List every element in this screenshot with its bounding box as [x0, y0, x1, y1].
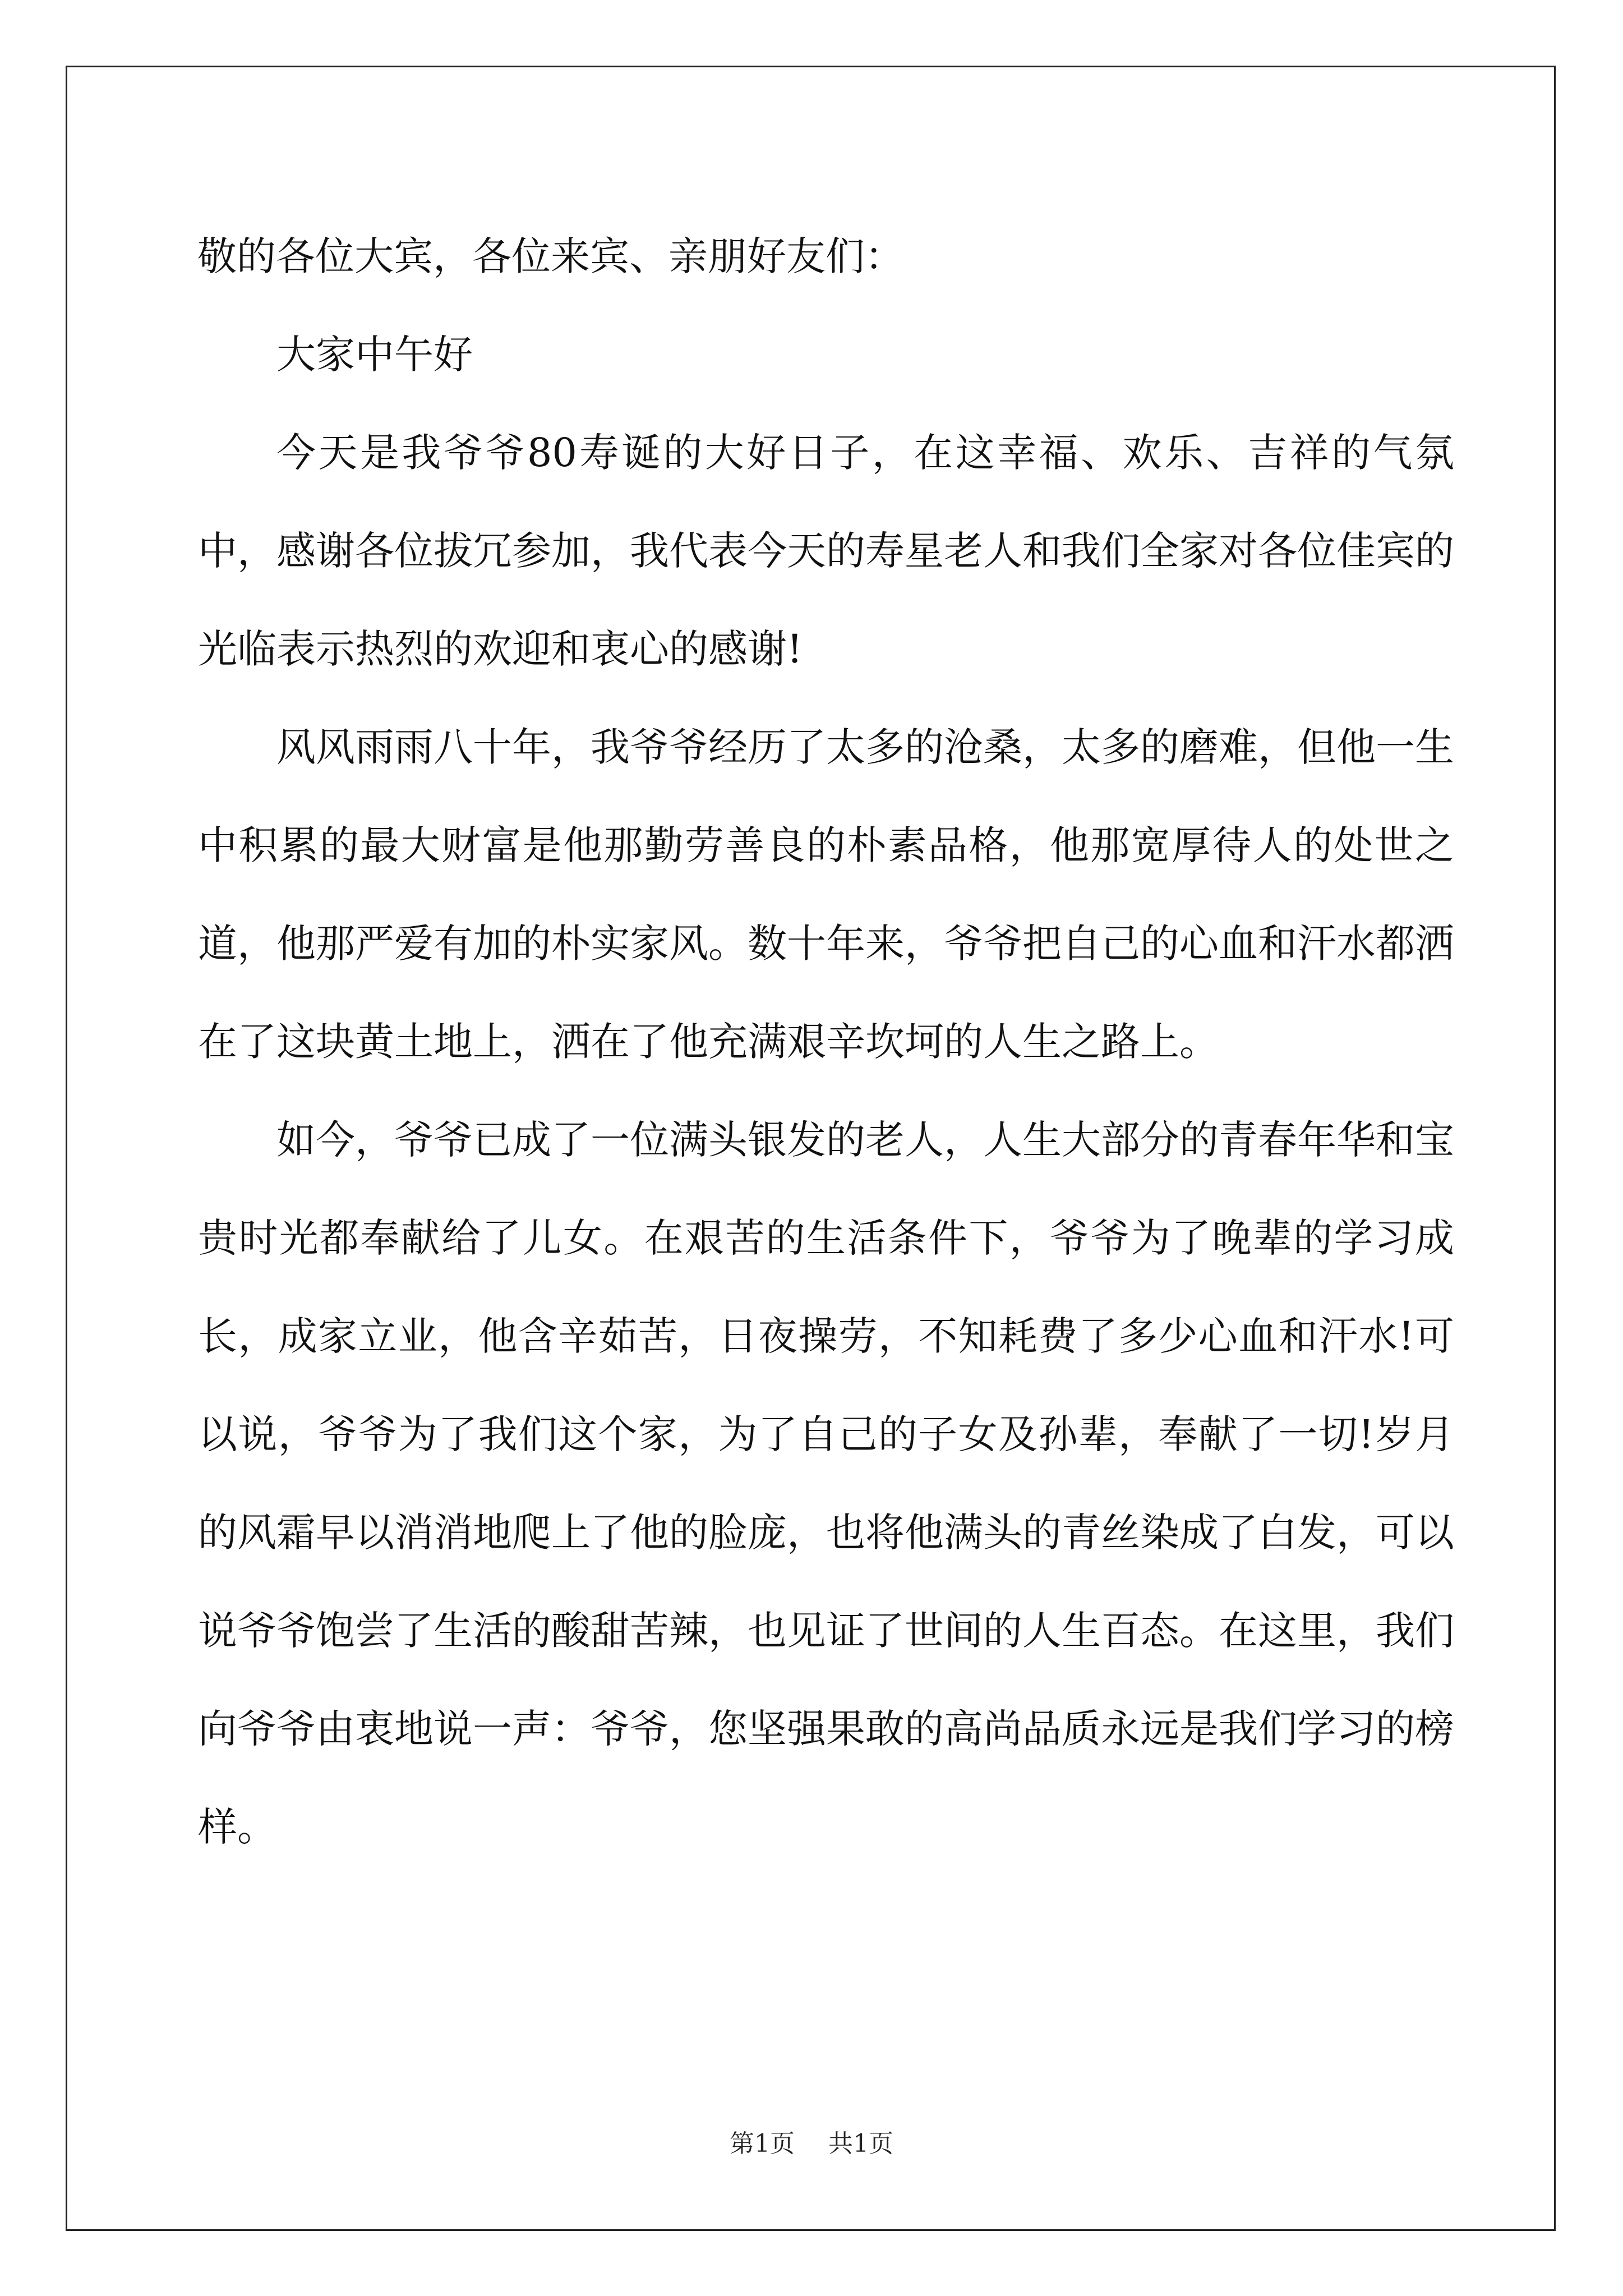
- body-paragraph-2: 风风雨雨八十年，我爷爷经历了太多的沧桑，太多的磨难，但他一生中积累的最大财富是他那勤劳善良的朴素品格，他那宽厚待人的处世之道，他那严爱有加的朴实家风。数十年来，爷爷把自己的心血和汗水都洒在了这块黄土地上，洒在了他充满艰辛坎坷的人生之路上。: [198, 724, 1454, 1065]
- body-paragraph-1: 今天是我爷爷80寿诞的大好日子，在这幸福、欢乐、吉祥的气氛中，感谢各位拔冗参加，我代表今天的寿星老人和我们全家对各位佳宾的光临表示热烈的欢迎和衷心的感谢!: [198, 430, 1454, 672]
- page-footer: [0, 2127, 1623, 2161]
- page-number-total: 共1页: [828, 2129, 893, 2158]
- greeting-paragraph: 大家中午好: [276, 332, 473, 378]
- salutation-line: 敬的各位大宾，各位来宾、亲朋好友们：: [197, 233, 904, 279]
- body-paragraph-3: 如今，爷爷已成了一位满头银发的老人，人生大部分的青春年华和宝贵时光都奉献给了儿女。在艰苦的生活条件下，爷爷为了晚辈的学习成长，成家立业，他含辛茹苦，日夜操劳，不知耗费了多少心血和汗水!可以说，爷爷为了我们这个家，为了自己的子女及孙辈，奉献了一切!岁月的风霜早以消消地爬上了他的脸庞，也将他满头的青丝染成了白发，可以说爷爷饱尝了生活的酸甜苦辣，也见证了世间的人生百态。在这里，我们向爷爷由衷地说一声：爷爷，您坚强果敢的高尚品质永远是我们学习的榜样。: [198, 1117, 1454, 1850]
- page-number-current: 第1页: [730, 2129, 795, 2158]
- document-body: [198, 208, 1454, 1876]
